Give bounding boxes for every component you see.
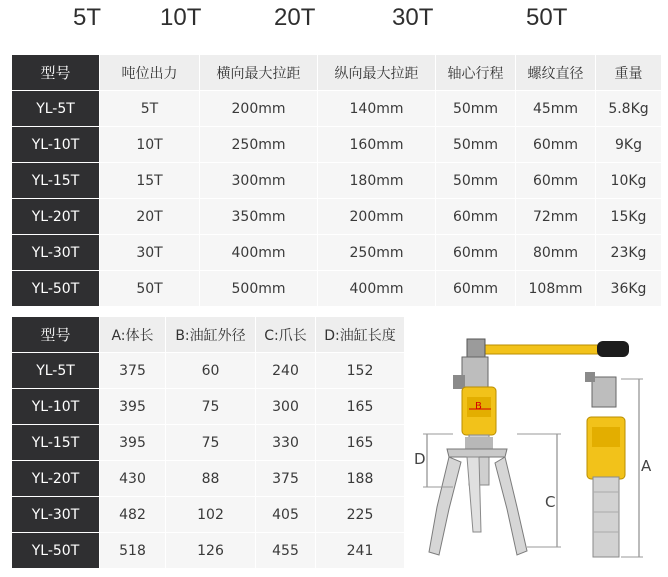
value-cell: 50mm [435, 126, 515, 162]
value-cell: 482 [99, 496, 165, 532]
value-cell: 36Kg [595, 270, 661, 306]
value-cell: 350mm [199, 198, 317, 234]
value-cell: 80mm [515, 234, 595, 270]
value-cell: 160mm [317, 126, 435, 162]
value-cell: 225 [315, 496, 404, 532]
dimension-row [12, 352, 404, 388]
value-cell: 250mm [199, 126, 317, 162]
model-cell: YL-20T [12, 198, 99, 234]
value-cell: 10Kg [595, 162, 661, 198]
model-cell: YL-50T [12, 532, 99, 568]
value-cell: 300mm [199, 162, 317, 198]
value-cell: 20T [99, 198, 199, 234]
value-cell: 240 [255, 352, 315, 388]
column-header-model: 型号 [12, 55, 99, 90]
model-cell: YL-10T [12, 126, 99, 162]
value-cell: 60mm [435, 234, 515, 270]
model-cell: YL-30T [12, 496, 99, 532]
value-cell: 300 [255, 388, 315, 424]
spec-table [12, 55, 661, 306]
puller-product-diagram [407, 317, 661, 565]
value-cell: 165 [315, 424, 404, 460]
value-cell: 108mm [515, 270, 595, 306]
dimension-label-b: B [475, 401, 482, 412]
value-cell: 395 [99, 388, 165, 424]
value-cell: 200mm [199, 90, 317, 126]
dimension-row [12, 532, 404, 568]
dimension-row [12, 424, 404, 460]
dimension-table-header [12, 317, 404, 352]
model-cell: YL-5T [12, 352, 99, 388]
value-cell: 375 [255, 460, 315, 496]
puller-illustration [407, 317, 661, 565]
column-header: 螺纹直径 [515, 55, 595, 90]
dimension-label-d: D [414, 450, 426, 468]
spec-row [12, 90, 661, 126]
value-cell: 126 [165, 532, 255, 568]
value-cell: 72mm [515, 198, 595, 234]
value-cell: 241 [315, 532, 404, 568]
value-cell: 400mm [199, 234, 317, 270]
value-cell: 5.8Kg [595, 90, 661, 126]
dimension-row [12, 460, 404, 496]
value-cell: 30T [99, 234, 199, 270]
value-cell: 250mm [317, 234, 435, 270]
model-cell: YL-5T [12, 90, 99, 126]
value-cell: 45mm [515, 90, 595, 126]
column-header: A:体长 [99, 317, 165, 352]
value-cell: 10T [99, 126, 199, 162]
value-cell: 50T [99, 270, 199, 306]
model-cell: YL-15T [12, 424, 99, 460]
column-header: D:油缸长度 [315, 317, 404, 352]
spec-row [12, 234, 661, 270]
value-cell: 50mm [435, 90, 515, 126]
value-cell: 102 [165, 496, 255, 532]
column-header: 吨位出力 [99, 55, 199, 90]
value-cell: 330 [255, 424, 315, 460]
dimension-row [12, 388, 404, 424]
spec-row [12, 198, 661, 234]
capacity-labels [0, 0, 668, 40]
value-cell: 395 [99, 424, 165, 460]
dimension-row [12, 496, 404, 532]
spec-table-header [12, 55, 661, 90]
value-cell: 60mm [435, 198, 515, 234]
value-cell: 500mm [199, 270, 317, 306]
dimension-label-a: A [641, 457, 652, 475]
value-cell: 180mm [317, 162, 435, 198]
capacity-label: 50T [526, 4, 568, 31]
value-cell: 400mm [317, 270, 435, 306]
dimension-table [12, 317, 404, 568]
dimension-label-c: C [545, 493, 556, 511]
column-header: 轴心行程 [435, 55, 515, 90]
value-cell: 60mm [515, 162, 595, 198]
value-cell: 405 [255, 496, 315, 532]
value-cell: 60 [165, 352, 255, 388]
model-cell: YL-20T [12, 460, 99, 496]
value-cell: 165 [315, 388, 404, 424]
value-cell: 60mm [435, 270, 515, 306]
value-cell: 60mm [515, 126, 595, 162]
value-cell: 140mm [317, 90, 435, 126]
value-cell: 23Kg [595, 234, 661, 270]
capacity-label: 30T [392, 4, 434, 31]
value-cell: 455 [255, 532, 315, 568]
value-cell: 9Kg [595, 126, 661, 162]
column-header: B:油缸外径 [165, 317, 255, 352]
column-header: 重量 [595, 55, 661, 90]
value-cell: 5T [99, 90, 199, 126]
model-cell: YL-10T [12, 388, 99, 424]
value-cell: 88 [165, 460, 255, 496]
capacity-label: 5T [73, 4, 102, 31]
value-cell: 188 [315, 460, 404, 496]
model-cell: YL-30T [12, 234, 99, 270]
value-cell: 375 [99, 352, 165, 388]
column-header: 横向最大拉距 [199, 55, 317, 90]
value-cell: 75 [165, 424, 255, 460]
value-cell: 518 [99, 532, 165, 568]
value-cell: 50mm [435, 162, 515, 198]
value-cell: 15T [99, 162, 199, 198]
value-cell: 430 [99, 460, 165, 496]
spec-row [12, 126, 661, 162]
column-header: 纵向最大拉距 [317, 55, 435, 90]
value-cell: 152 [315, 352, 404, 388]
value-cell: 15Kg [595, 198, 661, 234]
spec-row [12, 162, 661, 198]
column-header: C:爪长 [255, 317, 315, 352]
column-header-model: 型号 [12, 317, 99, 352]
value-cell: 75 [165, 388, 255, 424]
capacity-label: 10T [160, 4, 202, 31]
model-cell: YL-50T [12, 270, 99, 306]
value-cell: 200mm [317, 198, 435, 234]
model-cell: YL-15T [12, 162, 99, 198]
capacity-label: 20T [274, 4, 316, 31]
spec-row [12, 270, 661, 306]
